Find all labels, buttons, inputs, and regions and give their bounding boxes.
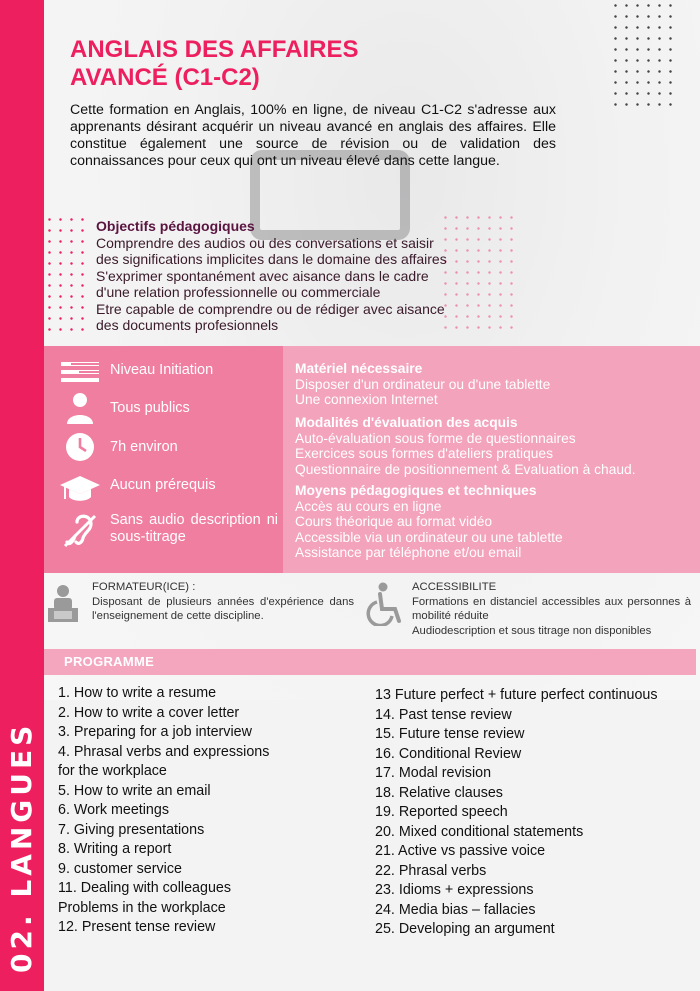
accessibility-text	[412, 580, 691, 638]
moyens-line: Assistance par téléphone et/ou email	[295, 545, 522, 560]
dot-pattern-left	[22, 214, 90, 332]
graduation-cap-icon	[58, 474, 102, 504]
moyens-heading: Moyens pédagogiques et techniques	[295, 483, 537, 498]
programme-item: 22. Phrasal verbs	[375, 862, 487, 879]
feature-prerequisites-label: Aucun prérequis	[110, 477, 216, 493]
feature-duration	[58, 432, 278, 462]
materiel-block	[295, 361, 695, 408]
evaluation-line: Auto-évaluation sous forme de questionnaires	[295, 430, 576, 446]
trainer-icon	[46, 584, 80, 629]
intro-paragraph: Cette formation en Anglais, 100% en ligne, de niveau C1-C2 s'adresse aux apprenants désirant acquérir un niveau avancé en anglais des affaires. Elle constitue également une source de révision ou de validation des connaissances pour ceux qui ont un niveau élevé dans cette langue.	[70, 102, 556, 169]
evaluation-heading: Modalités d'évaluation des acquis	[295, 415, 518, 430]
sidebar-label: 02. LANGUES	[5, 721, 38, 973]
objectives-line: Comprendre des audios ou des conversations et saisir	[96, 234, 434, 251]
moyens-line: Cours théorique au format vidéo	[295, 514, 493, 529]
feature-level-label: Niveau Initiation	[110, 362, 214, 378]
programme-item: 7. Giving presentations	[58, 821, 205, 838]
materiel-line: Une connexion Internet	[295, 392, 438, 407]
programme-item: 24. Media bias – fallacies	[375, 901, 536, 918]
feature-accessibility	[58, 512, 278, 548]
programme-item: for the workplace	[58, 763, 167, 779]
programme-item: 25. Developing an argument	[375, 921, 555, 937]
programme-item: 9. customer service	[58, 860, 182, 877]
feature-audience-label: Tous publics	[110, 400, 190, 416]
programme-list-left	[58, 684, 269, 938]
page-title	[70, 36, 358, 92]
moyens-line: Accessible via un ordinateur ou une tablette	[295, 529, 563, 545]
level-bars-icon	[58, 362, 102, 382]
sidebar	[0, 0, 44, 991]
programme-heading: PROGRAMME	[64, 654, 155, 669]
objectives-line: des documents profesionnels	[96, 317, 279, 333]
title-line-2: AVANCÉ (C1-C2)	[70, 64, 260, 91]
accessibility-line: Audiodescription et sous titrage non disponibles	[412, 624, 652, 637]
sidebar-label-wrap	[6, 713, 40, 973]
objectives-line: d'une relation professionnelle ou commerciale	[96, 284, 381, 300]
objectives-line: des significations implicites dans le domaine des affaires	[96, 251, 447, 267]
programme-item: 4. Phrasal verbs and expressions	[58, 743, 270, 760]
materiel-heading: Matériel nécessaire	[295, 361, 423, 376]
feature-level	[58, 362, 278, 382]
feature-prerequisites	[58, 474, 278, 504]
dot-pattern-top-right	[610, 0, 680, 112]
feature-accessibility-label: Sans audio description ni sous-titrage	[110, 512, 278, 545]
evaluation-block	[295, 415, 695, 477]
programme-item: 16. Conditional Review	[375, 745, 522, 762]
materiel-line: Disposer d'un ordinateur ou d'une tablette	[295, 376, 551, 392]
programme-item: 21. Active vs passive voice	[375, 843, 546, 859]
programme-item: 19. Reported speech	[375, 804, 508, 820]
features-panel	[44, 346, 283, 573]
accessibility-title: ACCESSIBILITE	[412, 581, 497, 593]
objectives-section	[96, 218, 506, 334]
programme-item: 3. Preparing for a job interview	[58, 724, 252, 740]
moyens-line: Accès au cours en ligne	[295, 498, 442, 514]
person-icon	[58, 392, 102, 424]
programme-item: 14. Past tense review	[375, 706, 512, 723]
objectives-line: S'exprimer spontanément avec aisance dans le cadre	[96, 267, 429, 284]
trainer-title: FORMATEUR(ICE) :	[92, 581, 196, 593]
programme-list-right	[375, 686, 658, 940]
details-panel	[283, 346, 700, 573]
objectives-heading: Objectifs pédagogiques	[96, 218, 255, 234]
feature-duration-label: 7h environ	[110, 439, 178, 455]
programme-item: 11. Dealing with colleagues	[58, 880, 231, 896]
feature-audience	[58, 392, 278, 424]
programme-item: 17. Modal revision	[375, 765, 492, 781]
accessibility-line: Formations en distanciel accessibles aux personnes à mobilité réduite	[412, 595, 691, 622]
programme-item: 15. Future tense review	[375, 726, 525, 742]
wheelchair-icon	[366, 582, 406, 631]
programme-item: 2. How to write a cover letter	[58, 704, 240, 721]
programme-header	[44, 649, 696, 675]
programme-item: 20. Mixed conditional statements	[375, 823, 584, 840]
programme-item: 23. Idioms + expressions	[375, 882, 534, 898]
evaluation-line: Exercices sous formes d'ateliers pratiques	[295, 446, 553, 461]
programme-item: 1. How to write a resume	[58, 685, 217, 701]
programme-item: 5. How to write an email	[58, 782, 211, 799]
programme-item: Problems in the workplace	[58, 899, 226, 916]
objectives-line: Etre capable de comprendre ou de rédiger avec aisance	[96, 300, 445, 317]
trainer-text	[92, 580, 354, 624]
evaluation-line: Questionnaire de positionnement & Evaluation à chaud.	[295, 461, 636, 477]
programme-item: 12. Present tense review	[58, 919, 216, 935]
hearing-impaired-icon	[58, 512, 102, 548]
clock-icon	[58, 432, 102, 462]
programme-item: 18. Relative clauses	[375, 784, 503, 801]
programme-item: 8. Writing a report	[58, 841, 172, 857]
programme-item: 13 Future perfect + future perfect continuous	[375, 687, 658, 703]
title-line-1: ANGLAIS DES AFFAIRES	[70, 36, 359, 63]
moyens-block	[295, 483, 695, 561]
programme-item: 6. Work meetings	[58, 802, 169, 818]
trainer-description: Disposant de plusieurs années d'expérience dans l'enseignement de cette discipline.	[92, 595, 354, 622]
